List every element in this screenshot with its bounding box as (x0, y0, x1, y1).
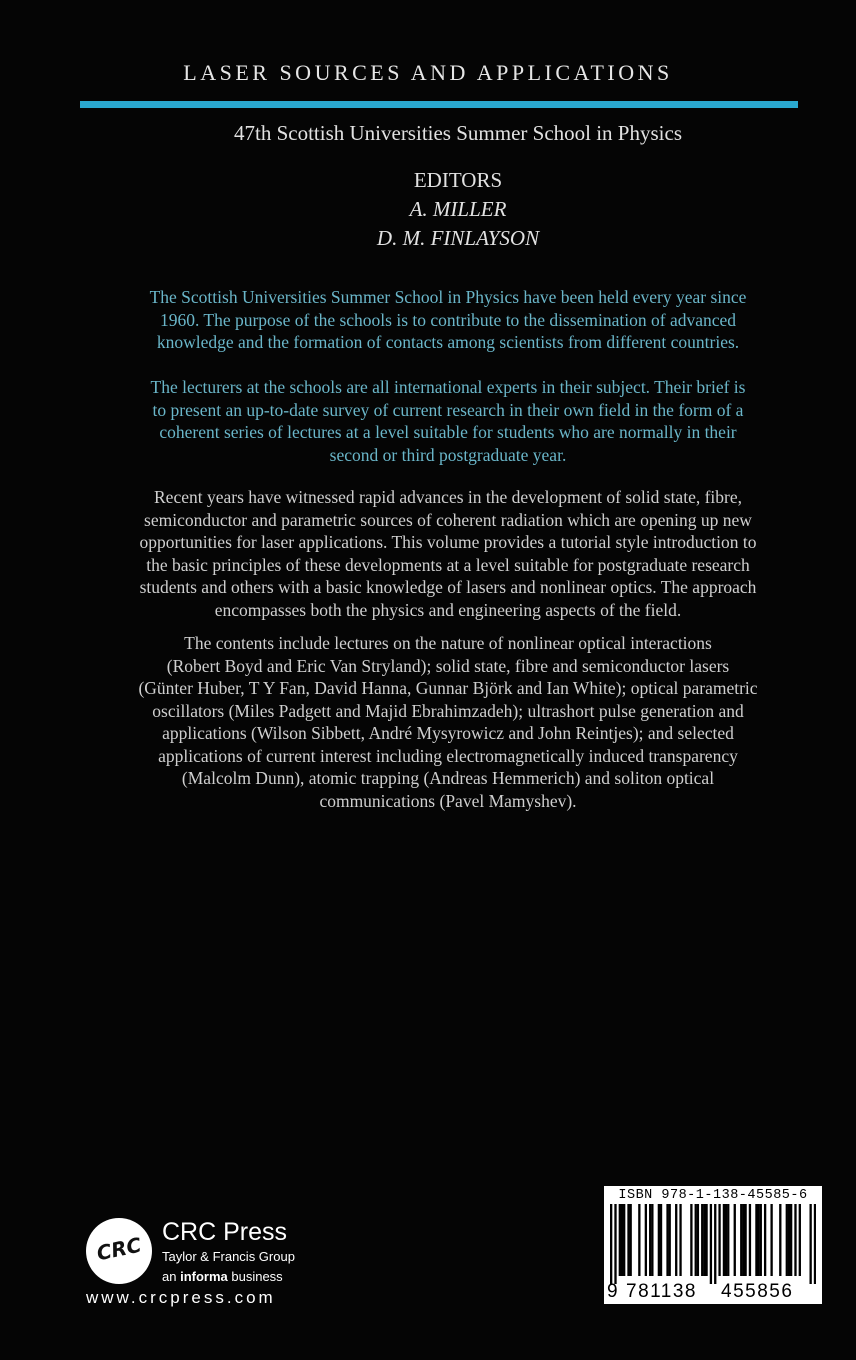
paragraph-line: (Günter Huber, T Y Fan, David Hanna, Gunnar Björk and Ian White); optical parametric (138, 678, 758, 698)
ean-right-group: 455856 (721, 1281, 794, 1302)
barcode-bar (788, 1204, 790, 1276)
barcode-bar (742, 1204, 744, 1276)
barcode-bar (744, 1204, 746, 1276)
paragraph-line: The lecturers at the schools are all international experts in their subject. Their brief is (150, 377, 746, 397)
barcode-bar (755, 1204, 757, 1276)
editor-name: D. M. FINLAYSON (376, 226, 540, 250)
paragraph-contents (40, 632, 856, 812)
paragraph-line: Recent years have witnessed rapid advances in the development of solid state, fibre, (154, 487, 742, 507)
paragraph-line: opportunities for laser applications. This volume provides a tutorial style introduction to (139, 532, 757, 552)
barcode-bar (779, 1204, 781, 1276)
barcode-bar (690, 1204, 692, 1276)
barcode-bar (790, 1204, 792, 1276)
barcode-bar (614, 1204, 616, 1284)
tagline-brand: informa (180, 1269, 228, 1284)
paragraph-line: (Robert Boyd and Eric Van Stryland); solid state, fibre and semiconductor lasers (166, 655, 730, 676)
barcode-bar (621, 1204, 623, 1276)
barcode-bar (669, 1204, 671, 1276)
barcode-bar (727, 1204, 729, 1276)
barcode-bar (679, 1204, 681, 1276)
editor-name: A. MILLER (409, 197, 507, 221)
paragraph-line: students and others with a basic knowledge of lasers and nonlinear optics. The approach (139, 577, 757, 597)
barcode-bar (638, 1204, 640, 1276)
publisher-url: www.crcpress.com (86, 1288, 276, 1307)
ean-left-group: 781138 (626, 1281, 697, 1302)
paragraph-line: applications (Wilson Sibbett, André Mysyrowicz and John Reintjes); and selected (162, 723, 734, 743)
tagline-suffix: business (227, 1269, 283, 1284)
barcode-bar (718, 1204, 720, 1276)
barcode-bar (740, 1204, 742, 1276)
tagline-prefix: an (162, 1269, 181, 1284)
barcode-bar (623, 1204, 625, 1276)
barcode-bar (786, 1204, 788, 1276)
editors-block (0, 166, 856, 253)
publisher-tagline (162, 1269, 283, 1284)
barcode-bar (794, 1204, 796, 1276)
paragraph-line: The Scottish Universities Summer School in Physics have been held every year since (149, 287, 747, 307)
barcode-bar (770, 1204, 772, 1276)
paragraph-line: (Malcolm Dunn), atomic trapping (Andreas Hemmerich) and soliton optical (181, 768, 715, 788)
barcode-bar (658, 1204, 660, 1276)
paragraph-line: communications (Pavel Mamyshev). (319, 790, 577, 811)
paragraph-line: coherent series of lectures at a level suitable for students who are normally in their (159, 422, 737, 442)
barcode-bar (764, 1204, 766, 1276)
barcode-bar (703, 1204, 705, 1276)
barcode-bar (619, 1204, 621, 1276)
paragraph-lecturers (40, 376, 856, 466)
series-title: LASER SOURCES AND APPLICATIONS (183, 60, 673, 85)
barcode-bars-icon (610, 1204, 816, 1284)
paragraph-line: the basic principles of these developments at a level suitable for postgraduate research (146, 554, 750, 575)
barcode-bar (697, 1204, 699, 1276)
paragraph-line: The contents include lectures on the nature of nonlinear optical interactions (184, 633, 712, 653)
barcode-bar (714, 1204, 716, 1284)
barcode-bar (799, 1204, 801, 1276)
barcode-bar (757, 1204, 759, 1276)
paragraph-line: to present an up-to-date survey of current research in their own field in the form of a (152, 399, 744, 420)
barcode-bar (627, 1204, 629, 1276)
paragraph-line: semiconductor and parametric sources of coherent radiation which are opening up new (144, 509, 752, 530)
paragraph-line: encompasses both the physics and engineering aspects of the field. (214, 599, 682, 620)
ean-first-digit: 9 (607, 1281, 618, 1302)
barcode-bar (660, 1204, 662, 1276)
header-rule (80, 101, 798, 108)
barcode-bar (705, 1204, 707, 1276)
barcode-bar (649, 1204, 651, 1276)
isbn-digits (604, 1281, 822, 1303)
barcode-bar (723, 1204, 725, 1276)
paragraph-line: 1960. The purpose of the schools is to contribute to the dissemination of advanced (159, 309, 737, 330)
paragraph-line: applications of current interest including electromagnetically induced transparency (158, 745, 738, 766)
barcode-bar (701, 1204, 703, 1276)
isbn-label: ISBN 978-1-138-45585-6 (618, 1188, 808, 1203)
crc-logo-icon (86, 1218, 152, 1284)
paragraph-advances (40, 486, 856, 621)
barcode-bar (666, 1204, 668, 1276)
barcode-bar (675, 1204, 677, 1276)
publisher-name: CRC Press (162, 1218, 288, 1246)
barcode-bar (814, 1204, 816, 1284)
logo-text: CRC (94, 1232, 144, 1266)
barcode-bar (630, 1204, 632, 1276)
barcode-bar (645, 1204, 647, 1276)
paragraph-line: second or third postgraduate year. (329, 444, 567, 465)
editors-label: EDITORS (413, 168, 503, 192)
barcode-bar (809, 1204, 811, 1284)
barcode-bar (760, 1204, 762, 1276)
barcode-bar (610, 1204, 612, 1284)
barcode-bar (710, 1204, 712, 1284)
subtitle: 47th Scottish Universities Summer School in Physics (233, 121, 682, 145)
paragraph-intro (40, 286, 856, 354)
barcode-bar (651, 1204, 653, 1276)
paragraph-line: oscillators (Miles Padgett and Majid Ebrahimzadeh); ultrashort pulse generation and (152, 700, 744, 721)
paragraph-line: knowledge and the formation of contacts among scientists from different countries. (156, 332, 740, 352)
publisher-group: Taylor & Francis Group (162, 1249, 295, 1264)
isbn-barcode (604, 1186, 822, 1304)
barcode-bar (749, 1204, 751, 1276)
barcode-bar (734, 1204, 736, 1276)
barcode-bar (725, 1204, 727, 1276)
barcode-bar (695, 1204, 697, 1276)
